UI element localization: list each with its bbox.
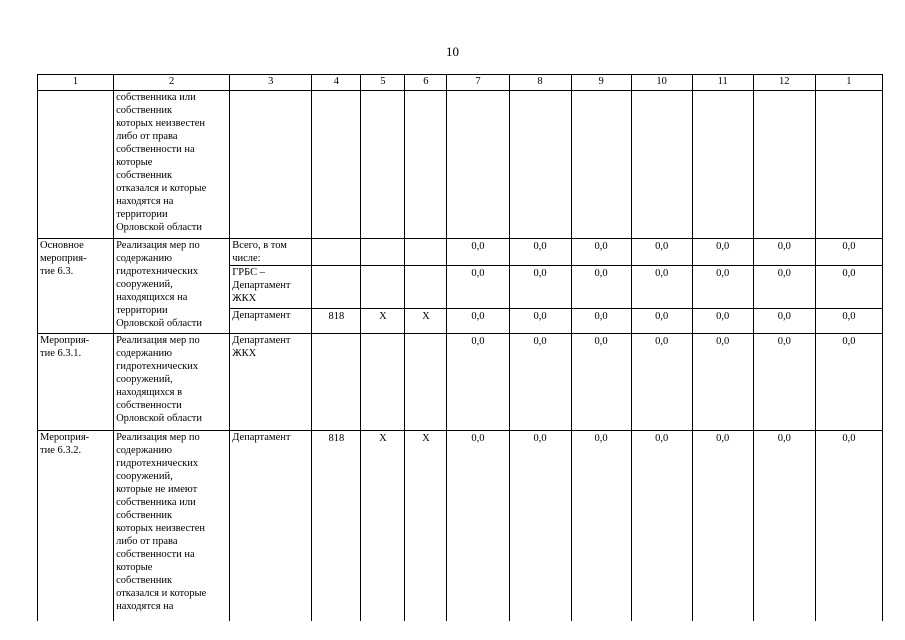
header-cell: 6 bbox=[405, 75, 447, 91]
cell-value: 0,0 bbox=[753, 334, 815, 431]
cell-value: 0,0 bbox=[631, 334, 692, 431]
header-row bbox=[38, 75, 883, 91]
cell-col4 bbox=[312, 266, 361, 309]
header-cell: 7 bbox=[447, 75, 509, 91]
cell-value: 0,0 bbox=[692, 431, 753, 621]
cell-value: 0,0 bbox=[509, 266, 571, 309]
cell-value bbox=[509, 91, 571, 239]
cell-value: 0,0 bbox=[571, 431, 631, 621]
cell-value: 0,0 bbox=[571, 266, 631, 309]
cell-value bbox=[631, 91, 692, 239]
table-row bbox=[38, 431, 883, 621]
cell-executor: ГРБС – Департамент ЖКХ bbox=[230, 266, 312, 309]
header-cell: 1 bbox=[815, 75, 882, 91]
cell-col3 bbox=[230, 91, 312, 239]
cell-col1 bbox=[38, 91, 114, 239]
cell-value: 0,0 bbox=[447, 239, 509, 266]
cell-col6: Х bbox=[405, 431, 447, 621]
cell-col5 bbox=[361, 239, 405, 266]
cell-value: 0,0 bbox=[631, 239, 692, 266]
cell-value: 0,0 bbox=[692, 309, 753, 334]
cell-value: 0,0 bbox=[692, 239, 753, 266]
cell-col5 bbox=[361, 334, 405, 431]
cell-col6: Х bbox=[405, 309, 447, 334]
cell-value: 0,0 bbox=[631, 266, 692, 309]
cell-col4: 818 bbox=[312, 309, 361, 334]
header-cell: 11 bbox=[692, 75, 753, 91]
cell-value: 0,0 bbox=[447, 334, 509, 431]
cell-value: 0,0 bbox=[447, 266, 509, 309]
cell-col5: Х bbox=[361, 309, 405, 334]
cell-value bbox=[571, 91, 631, 239]
cell-value: 0,0 bbox=[753, 266, 815, 309]
cell-description: собственника или собственник которых неизвестен либо от права собственности на которые собственник отказался и которые находятся на территории Орловской области bbox=[114, 91, 230, 239]
header-cell: 12 bbox=[753, 75, 815, 91]
cell-value: 0,0 bbox=[509, 334, 571, 431]
cell-value: 0,0 bbox=[692, 266, 753, 309]
cell-executor: Департамент ЖКХ bbox=[230, 334, 312, 431]
cell-value: 0,0 bbox=[509, 431, 571, 621]
cell-value: 0,0 bbox=[753, 309, 815, 334]
cell-value: 0,0 bbox=[815, 266, 882, 309]
cell-value: 0,0 bbox=[753, 431, 815, 621]
cell-col5: Х bbox=[361, 431, 405, 621]
cell-value bbox=[447, 91, 509, 239]
cell-measure-code: Мероприя- тие 6.3.1. bbox=[38, 334, 114, 431]
cell-value: 0,0 bbox=[692, 334, 753, 431]
cell-value: 0,0 bbox=[815, 309, 882, 334]
cell-col6 bbox=[405, 334, 447, 431]
table-row bbox=[38, 91, 883, 239]
cell-value bbox=[753, 91, 815, 239]
header-cell: 3 bbox=[230, 75, 312, 91]
cell-value: 0,0 bbox=[571, 309, 631, 334]
cell-value: 0,0 bbox=[509, 239, 571, 266]
header-cell: 8 bbox=[509, 75, 571, 91]
cell-col4: 818 bbox=[312, 431, 361, 621]
cell-value: 0,0 bbox=[571, 239, 631, 266]
cell-value: 0,0 bbox=[631, 309, 692, 334]
header-cell: 9 bbox=[571, 75, 631, 91]
cell-col6 bbox=[405, 91, 447, 239]
cell-value bbox=[815, 91, 882, 239]
cell-description: Реализация мер по содержанию гидротехнических сооружений, находящихся на территории Орловской области bbox=[114, 239, 230, 334]
program-table bbox=[37, 74, 883, 621]
cell-value: 0,0 bbox=[509, 309, 571, 334]
cell-value: 0,0 bbox=[753, 239, 815, 266]
table-row bbox=[38, 239, 883, 266]
cell-executor: Департамент bbox=[230, 309, 312, 334]
cell-value: 0,0 bbox=[631, 431, 692, 621]
table-row bbox=[38, 334, 883, 431]
header-cell: 2 bbox=[114, 75, 230, 91]
cell-value bbox=[692, 91, 753, 239]
page-number: 10 bbox=[446, 44, 459, 59]
cell-value: 0,0 bbox=[815, 239, 882, 266]
cell-value: 0,0 bbox=[815, 431, 882, 621]
cell-executor: Всего, в том числе: bbox=[230, 239, 312, 266]
cell-col4 bbox=[312, 91, 361, 239]
cell-col4 bbox=[312, 334, 361, 431]
cell-value: 0,0 bbox=[815, 334, 882, 431]
cell-value: 0,0 bbox=[447, 431, 509, 621]
cell-col5 bbox=[361, 91, 405, 239]
cell-value: 0,0 bbox=[571, 334, 631, 431]
cell-description: Реализация мер по содержанию гидротехнических сооружений, находящихся в собственности Орловской области bbox=[114, 334, 230, 431]
header-cell: 10 bbox=[631, 75, 692, 91]
header-cell: 5 bbox=[361, 75, 405, 91]
header-cell: 1 bbox=[38, 75, 114, 91]
cell-value: 0,0 bbox=[447, 309, 509, 334]
cell-measure-code: Мероприя- тие 6.3.2. bbox=[38, 431, 114, 621]
cell-col6 bbox=[405, 239, 447, 266]
cell-col5 bbox=[361, 266, 405, 309]
cell-measure-code: Основное мероприя- тие 6.3. bbox=[38, 239, 114, 334]
cell-description: Реализация мер по содержанию гидротехнических сооружений, которые не имеют собственника или собственник которых неизвестен либо от права собственности на которые собственник отказался и которые находятся на bbox=[114, 431, 230, 621]
cell-col6 bbox=[405, 266, 447, 309]
header-cell: 4 bbox=[312, 75, 361, 91]
cell-col4 bbox=[312, 239, 361, 266]
cell-executor: Департамент bbox=[230, 431, 312, 621]
